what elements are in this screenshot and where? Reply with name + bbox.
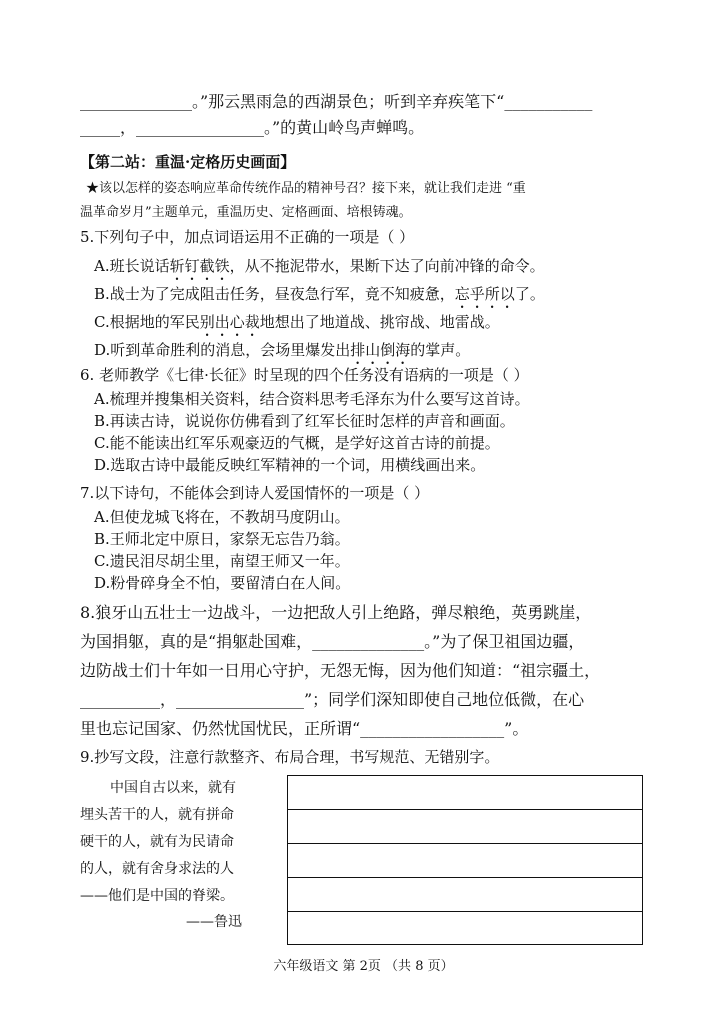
q7-option-d: D.粉骨碎身全不怕，要留清白在人间。 (94, 574, 351, 592)
station2-intro-1: ★该以怎样的姿态响应革命传统作品的精神号召？接下来，就让我们走进 “重 (86, 181, 526, 196)
page-footer: 六年级语文 第 2页 （共 8 页） (273, 959, 454, 974)
writing-line (288, 809, 642, 810)
writing-line (288, 843, 642, 844)
top-fill-line-2: _____，________________。”的黄山岭鸟声蝉鸣。 (80, 118, 425, 137)
q6-option-d: D.选取古诗中最能反映红军精神的一个词，用横线画出来。 (94, 456, 486, 474)
q8-line-5: 里也忘记国家、仍然忧国忧民，正所谓“__________________”。 (80, 719, 529, 738)
q8-line-3: 边防战士们十年如一日用心守护，无怨无悔，因为他们知道：“祖宗疆土， (80, 661, 601, 680)
q9-passage-line-4: 的人，就有舍身求法的人 (80, 861, 234, 877)
q9-stem: 9.抄写文段，注意行款整齐、布局合理，书写规范、无错别字。 (80, 748, 500, 766)
q5-option-b: B.战士为了完成阻击任务，昼夜急行军，竟不知疲惫，忘乎所以了。 (94, 285, 545, 303)
q5-option-a: A.班长说话斩钉截铁，从不拖泥带水，果断下达了向前冲锋的命令。 (94, 257, 545, 275)
q6-option-b: B.再读古诗，说说你仿佛看到了红军长征时怎样的声音和画面。 (94, 412, 515, 430)
q7-stem: 7.以下诗句，不能体会到诗人爱国情怀的一项是（ ） (80, 484, 430, 502)
q8-line-4: __________，________________”；同学们深知即使自己地位低微，在心 (80, 690, 585, 709)
q9-passage-line-3: 硬干的人，就有为民请命 (80, 834, 234, 850)
top-fill-line-1: ______________。”那云黑雨急的西湖景色；听到辛弃疾笔下“___________ (80, 92, 593, 111)
q6-option-c: C.能不能读出红军乐观豪迈的气概，是学好这首古诗的前提。 (94, 434, 500, 452)
station2-title: 【第二站：重温·定格历史画面】 (80, 153, 296, 171)
q6-stem: 6. 老师教学《七律·长征》时呈现的四个任务没有语病的一项是（ ） (80, 366, 529, 384)
station2-intro-2: 温革命岁月”主题单元，重温历史、定格画面、培根铸魂。 (80, 205, 412, 220)
q9-passage-line-5: ——他们是中国的脊梁。 (80, 888, 234, 904)
q9-passage-line-2: 埋头苦干的人，就有拼命 (80, 807, 234, 823)
q5-b-dotted-word: 忘乎所以 (454, 285, 515, 303)
q5-stem: 5.下列句子中，加点词语运用不正确的一项是（ ） (80, 228, 415, 246)
q7-option-b: B.王师北定中原日，家祭无忘告乃翁。 (94, 530, 350, 548)
q5-c-dotted-word: 别出心裁 (199, 313, 260, 331)
q7-option-a: A.但使龙城飞将在，不教胡马度阴山。 (94, 508, 350, 526)
q6-option-a: A.梳理并搜集相关资料，结合资料思考毛泽东为什么要写这首诗。 (94, 390, 530, 408)
q5-a-dotted-word: 斩钉截铁 (169, 257, 230, 275)
q5-option-d: D.听到革命胜利的消息，会场里爆发出排山倒海的掌声。 (94, 341, 471, 359)
q9-passage-author: ——鲁迅 (186, 914, 242, 930)
writing-line (288, 877, 642, 878)
q5-option-c: C.根据地的军民别出心裁地想出了地道战、挑帘战、地雷战。 (94, 313, 500, 331)
q5-d-dotted-word: 排山倒海 (350, 341, 411, 359)
q8-line-1: 8.狼牙山五壮士一边战斗，一边把敌人引上绝路，弹尽粮绝，英勇跳崖， (80, 603, 592, 622)
copy-writing-box[interactable] (287, 775, 643, 945)
q7-option-c: C.遗民泪尽胡尘里，南望王师又一年。 (94, 552, 350, 570)
writing-line (288, 911, 642, 912)
q9-passage-line-1: 中国自古以来，就有 (110, 780, 236, 796)
q8-line-2: 为国捐躯，真的是“捐躯赴国难，______________。”为了保卫祖国边疆， (80, 632, 585, 651)
